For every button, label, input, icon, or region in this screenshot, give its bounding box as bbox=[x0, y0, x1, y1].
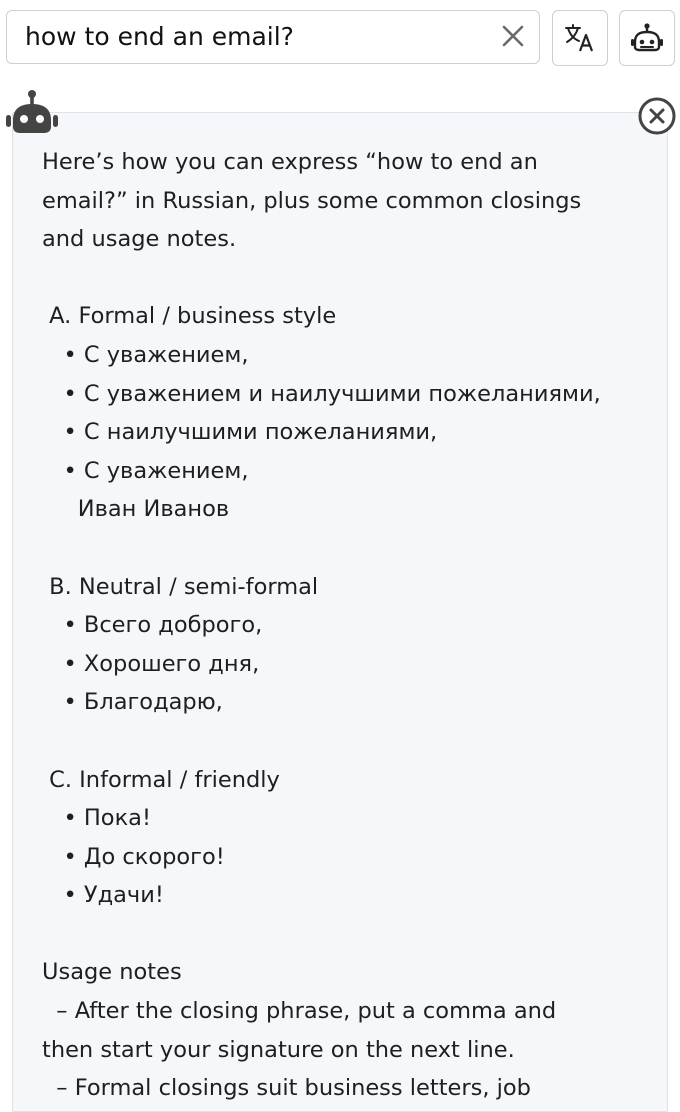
answer-line bbox=[42, 529, 658, 568]
answer-line: B. Neutral / semi-formal bbox=[42, 573, 319, 600]
close-panel-button[interactable] bbox=[637, 96, 677, 136]
answer-line: • До скорого! bbox=[42, 843, 225, 870]
top-toolbar bbox=[0, 0, 680, 80]
answer-line: email?” in Russian, plus some common closings bbox=[42, 187, 582, 214]
answer-line: A. Formal / business style bbox=[42, 303, 337, 330]
answer-line: • Благодарю, bbox=[42, 689, 223, 716]
answer-line: then start your signature on the next line. bbox=[42, 1036, 515, 1063]
answer-line: • С уважением, bbox=[42, 457, 249, 484]
answer-line: • Пока! bbox=[42, 805, 151, 832]
assistant-button[interactable] bbox=[619, 10, 675, 66]
answer-line: C. Informal / friendly bbox=[42, 766, 280, 793]
translate-icon bbox=[564, 22, 596, 54]
translate-button[interactable] bbox=[552, 10, 608, 66]
answer-line bbox=[42, 915, 658, 954]
answer-line: and usage notes. bbox=[42, 226, 237, 253]
answer-line: • Всего доброго, bbox=[42, 612, 263, 639]
assistant-avatar bbox=[4, 88, 60, 138]
search-box[interactable] bbox=[6, 10, 540, 64]
robot-icon bbox=[4, 88, 60, 138]
answer-line: • С наилучшими пожеланиями, bbox=[42, 419, 438, 446]
answer-line: – After the closing phrase, put a comma and bbox=[42, 998, 557, 1025]
answer-line bbox=[42, 259, 658, 298]
answer-line: • С уважением, bbox=[42, 341, 249, 368]
close-x-icon bbox=[501, 24, 525, 48]
answer-text bbox=[42, 143, 658, 1108]
answer-line: Usage notes bbox=[42, 959, 182, 986]
answer-line: • Удачи! bbox=[42, 882, 164, 909]
answer-line: Here’s how you can express “how to end an bbox=[42, 149, 538, 175]
robot-icon bbox=[629, 22, 665, 54]
circle-close-icon bbox=[637, 96, 677, 136]
answer-line: • Хорошего дня, bbox=[42, 650, 260, 677]
answer-line: • С уважением и наилучшими пожеланиями, bbox=[42, 380, 601, 407]
answer-line: – Formal closings suit business letters, job bbox=[42, 1075, 531, 1102]
search-input[interactable] bbox=[25, 11, 485, 62]
clear-button[interactable] bbox=[495, 18, 531, 54]
answer-line bbox=[42, 722, 658, 761]
answer-line: Иван Иванов bbox=[42, 496, 230, 523]
